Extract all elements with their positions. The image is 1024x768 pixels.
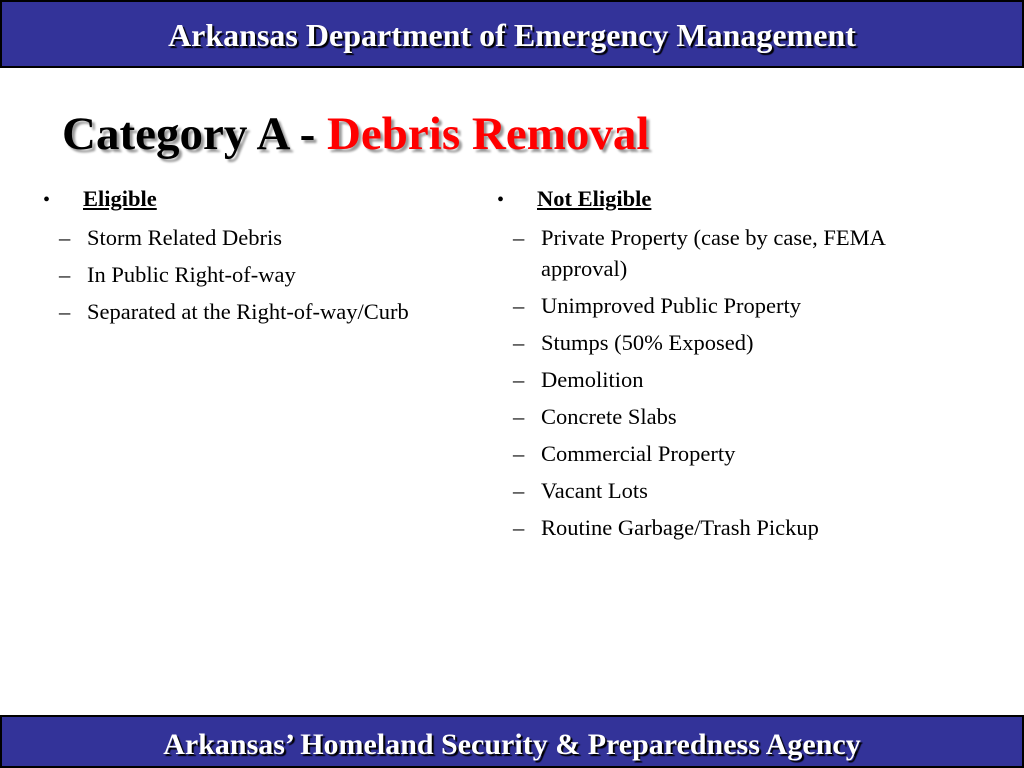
dash-icon: – (513, 515, 525, 540)
slide-title-accent: Debris Removal (326, 108, 650, 160)
footer-banner (0, 715, 1024, 768)
header-banner (0, 0, 1024, 68)
dash-icon: – (59, 225, 71, 250)
slide-title-prefix: Category A - (62, 108, 327, 160)
list-item (497, 475, 937, 506)
dash-icon: – (513, 330, 525, 355)
list-item (43, 296, 443, 327)
list-item (497, 327, 937, 358)
list-item (497, 438, 937, 469)
list-item (43, 222, 443, 253)
list-item (497, 401, 937, 432)
not-eligible-item-text: Demolition (541, 367, 644, 392)
list-item (497, 290, 937, 321)
not-eligible-item-text: Private Property (case by case, FEMA approval) (541, 225, 885, 281)
not-eligible-item-text: Stumps (50% Exposed) (541, 330, 754, 355)
dash-icon: – (513, 225, 525, 250)
not-eligible-item-text: Vacant Lots (541, 478, 648, 503)
dash-icon: – (513, 441, 525, 466)
bullet-icon: • (43, 189, 51, 211)
not-eligible-list (497, 222, 937, 543)
eligible-list (43, 222, 443, 327)
dash-icon: – (59, 299, 71, 324)
dash-icon: – (513, 293, 525, 318)
header-banner-text: Arkansas Department of Emergency Management (168, 17, 856, 53)
eligible-bullet (43, 183, 443, 216)
dash-icon: – (59, 262, 71, 287)
not-eligible-item-text: Unimproved Public Property (541, 293, 801, 318)
not-eligible-item-text: Routine Garbage/Trash Pickup (541, 515, 819, 540)
list-item (497, 364, 937, 395)
list-item (497, 222, 937, 284)
not-eligible-bullet (497, 183, 937, 216)
eligible-item-text: Storm Related Debris (87, 225, 282, 250)
eligible-heading: Eligible (83, 186, 157, 211)
list-item (43, 259, 443, 290)
eligible-column (43, 183, 443, 327)
list-item (497, 512, 937, 543)
bullet-icon: • (497, 189, 505, 211)
not-eligible-item-text: Commercial Property (541, 441, 736, 466)
eligible-item-text: Separated at the Right-of-way/Curb (87, 299, 409, 324)
not-eligible-heading: Not Eligible (537, 186, 652, 211)
dash-icon: – (513, 367, 525, 392)
dash-icon: – (513, 478, 525, 503)
not-eligible-column (497, 183, 937, 543)
slide-title (62, 104, 649, 164)
footer-banner-text: Arkansas’ Homeland Security & Preparedness Agency (163, 728, 861, 761)
not-eligible-item-text: Concrete Slabs (541, 404, 677, 429)
eligible-item-text: In Public Right-of-way (87, 262, 296, 287)
dash-icon: – (513, 404, 525, 429)
